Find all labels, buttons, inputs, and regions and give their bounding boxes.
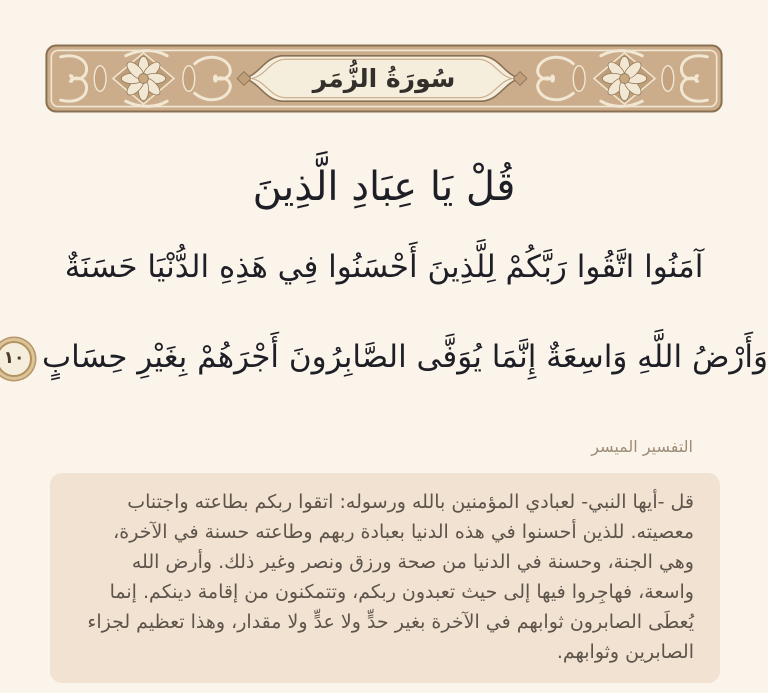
surah-header-frame xyxy=(40,44,728,113)
tafsir-text: قل -أيها النبي- لعبادي المؤمنين بالله ورسوله: اتقوا ربكم بطاعته واجتناب معصيته. للذين أحسنوا في هذه الدنيا بعبادة ربهم وطاعته حسنة في الآخرة، وهي الجنة، وحسنة في الدنيا من صحة ورزق ونصر وغير ذلك. وأرض الله واسعة، فهاجِروا فيها إلى حيث تعبدون ربكم، وتتمكنون من إقامة دينكم. إنما يُعطَى الصابرون ثوابهم في الآخرة بغير حدٍّ ولا عدٍّ ولا مقدار، وهذا تعظيم لجزاء الصابرين وثوابهم. xyxy=(87,491,694,663)
tafsir-source-label[interactable]: التفسير الميسر xyxy=(591,437,693,456)
verse-line-3 xyxy=(0,315,768,399)
surah-title: سُورَةُ الزُّمَر xyxy=(312,64,456,93)
ayah-number: ١٠ xyxy=(3,348,25,368)
tafsir-box xyxy=(50,473,720,683)
verse-line-2: آمَنُوا اتَّقُوا رَبَّكُمْ لِلَّذِينَ أَحْسَنُوا فِي هَذِهِ الدُّنْيَا حَسَنَةٌ xyxy=(64,249,704,285)
verse-line-1: قُلْ يَا عِبَادِ الَّذِينَ xyxy=(252,164,516,210)
ornamental-border-icon xyxy=(40,44,728,113)
ayah-end-medallion-icon xyxy=(0,341,32,377)
verse-line-3-text: وَأَرْضُ اللَّهِ وَاسِعَةٌ إِنَّمَا يُوَفَّى الصَّابِرُونَ أَجْرَهُمْ بِغَيْرِ حِسَابٍ xyxy=(41,339,768,375)
